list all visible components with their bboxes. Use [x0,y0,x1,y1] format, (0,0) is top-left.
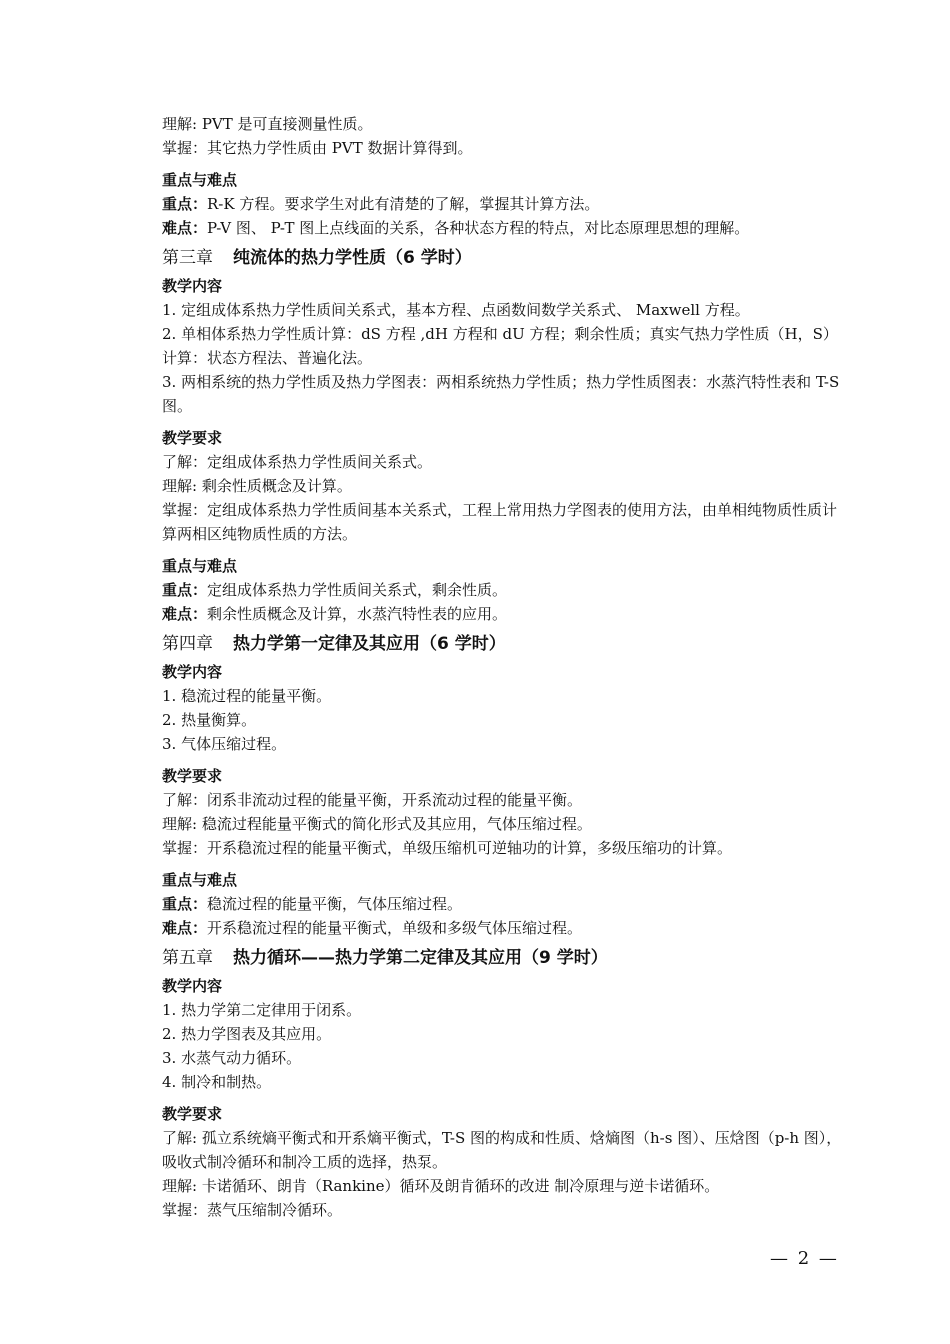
text: 开系稳流过程的能量平衡式，单级和多级气体压缩过程。 [207,919,583,937]
text: P-V 图、 P-T 图上点线面的关系，各种状态方程的特点，对比态原理思想的理解。 [207,219,750,237]
section-subheading: 教学内容 [162,277,223,295]
text-line: 掌握：定组成体系热力学性质间基本关系式，工程上常用热力学图表的使用方法，由单相纯物质性质计算两相区纯物质性质的方法。 [162,501,838,543]
section-subheading: 教学要求 [162,767,223,785]
text-line: 理解: PVT 是可直接测量性质。 [162,115,373,133]
text-line: 了解：闭系非流动过程的能量平衡，开系流动过程的能量平衡。 [162,791,583,809]
chapter-heading [162,630,848,658]
text-line: 掌握：蒸气压缩制冷循环。 [162,1201,343,1219]
list-item: 4. 制冷和制热。 [162,1073,272,1091]
section-subheading: 教学内容 [162,663,223,681]
chapter-number: 第五章 [162,948,213,968]
list-item: 3. 水蒸气动力循环。 [162,1049,302,1067]
section-subheading: 重点与难点 [162,171,238,189]
list-item: 3. 气体压缩过程。 [162,735,287,753]
chapter-title: 热力学第一定律及其应用（6 学时） [233,634,506,654]
list-item: 3. 两相系统的热力学性质及热力学图表：两相系统热力学性质；热力学性质图表：水蒸汽特性表和 T-S 图。 [162,373,840,415]
label: 重点： [162,895,208,913]
text-line: 了解: 孤立系统熵平衡式和开系熵平衡式，T-S 图的构成和性质、焓熵图（h-s 图）、压焓图（p-h 图），吸收式制冷循环和制冷工质的选择，热泵。 [162,1129,842,1171]
difficulty-line [162,602,848,626]
text: 稳流过程的能量平衡，气体压缩过程。 [207,895,463,913]
document-body [162,112,848,1222]
label: 难点： [162,605,208,623]
section-subheading: 教学要求 [162,1105,223,1123]
chapter-heading [162,944,848,972]
chapter-number: 第三章 [162,248,213,268]
page-number: — 2 — [770,1248,839,1269]
section-subheading: 重点与难点 [162,871,238,889]
text: 定组成体系热力学性质间关系式，剩余性质。 [207,581,508,599]
key-point-line [162,892,848,916]
list-item: 2. 热量衡算。 [162,711,257,729]
section-subheading: 教学内容 [162,977,223,995]
chapter-title: 纯流体的热力学性质（6 学时） [233,248,472,268]
text-line: 掌握：其它热力学性质由 PVT 数据计算得到。 [162,139,473,157]
list-item: 2. 单相体系热力学性质计算：dS 方程 ,dH 方程和 dU 方程；剩余性质；真实气热力学性质（H，S）计算：状态方程法、普遍化法。 [162,325,838,367]
text-line: 掌握：开系稳流过程的能量平衡式，单级压缩机可逆轴功的计算，多级压缩功的计算。 [162,839,733,857]
difficulty-line [162,916,848,940]
difficulty-line [162,216,848,240]
text: R-K 方程。要求学生对此有清楚的了解，掌握其计算方法。 [207,195,600,213]
list-item: 2. 热力学图表及其应用。 [162,1025,332,1043]
text-line: 理解: 剩余性质概念及计算。 [162,477,352,495]
section-subheading: 教学要求 [162,429,223,447]
text-line: 理解: 卡诺循环、朗肯（Rankine）循环及朗肯循环的改进 制冷原理与逆卡诺循环。 [162,1177,720,1195]
label: 难点： [162,219,208,237]
list-item: 1. 定组成体系热力学性质间关系式，基本方程、点函数间数学关系式、 Maxwell 方程。 [162,301,750,319]
text-line: 理解: 稳流过程能量平衡式的简化形式及其应用，气体压缩过程。 [162,815,592,833]
section-subheading: 重点与难点 [162,557,238,575]
label: 重点： [162,581,208,599]
text: 剩余性质概念及计算，水蒸汽特性表的应用。 [207,605,508,623]
text-line: 了解：定组成体系热力学性质间关系式。 [162,453,433,471]
list-item: 1. 稳流过程的能量平衡。 [162,687,332,705]
label: 难点： [162,919,208,937]
label: 重点： [162,195,208,213]
chapter-heading [162,244,848,272]
list-item: 1. 热力学第二定律用于闭系。 [162,1001,362,1019]
key-point-line [162,578,848,602]
chapter-number: 第四章 [162,634,213,654]
key-point-line [162,192,848,216]
chapter-title: 热力循环——热力学第二定律及其应用（9 学时） [233,948,608,968]
